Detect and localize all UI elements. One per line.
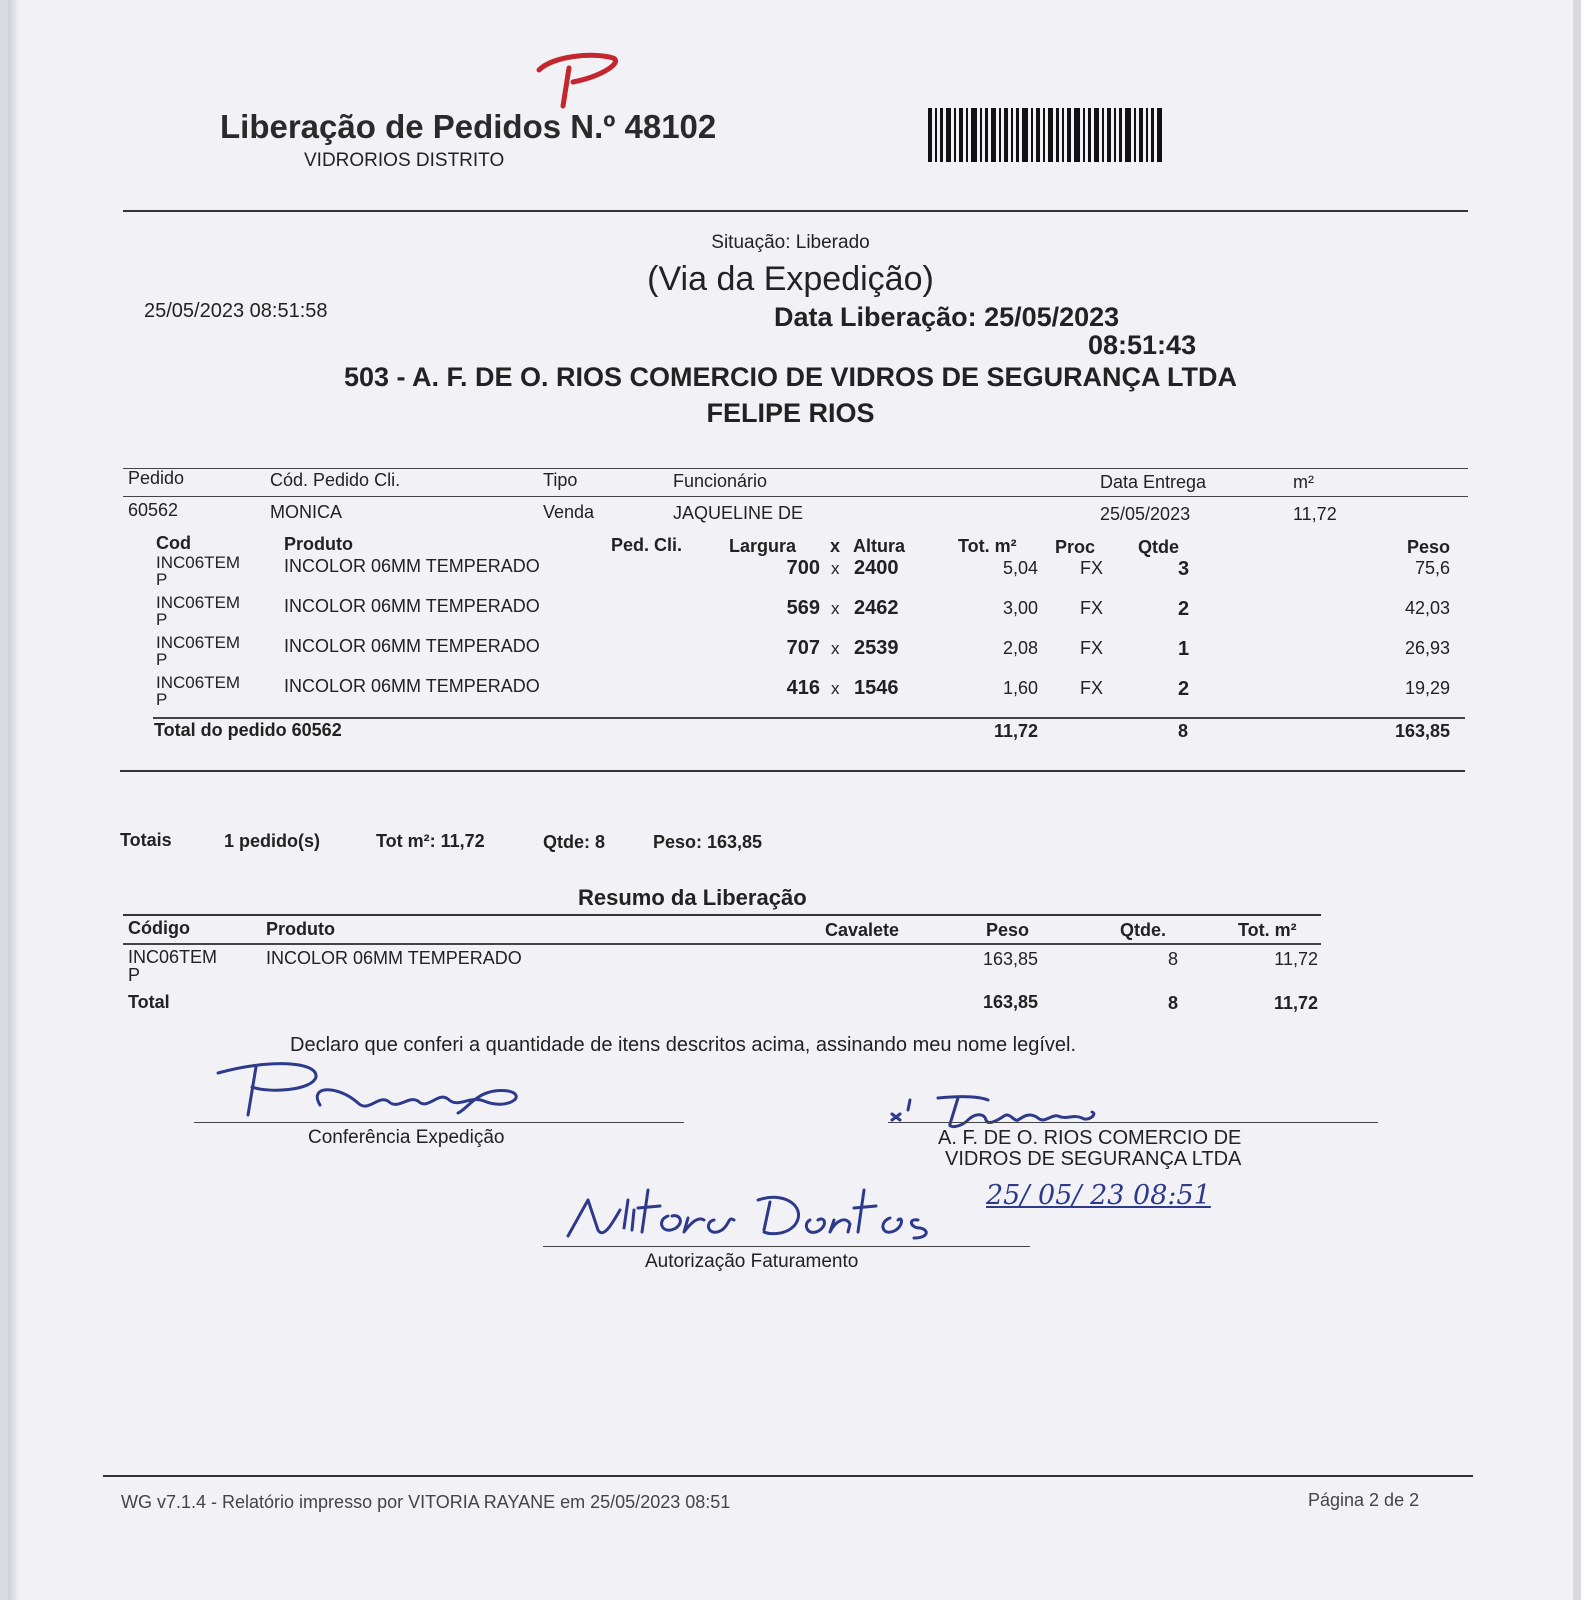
item-produto: INCOLOR 06MM TEMPERADO (284, 676, 540, 696)
items-col-cod: Cod (156, 533, 191, 553)
resumo-col-codigo: Código (128, 918, 190, 938)
col-pedido: Pedido (128, 468, 185, 488)
item-cod-cont: P (156, 690, 168, 709)
totals-pedidos: 1 pedido(s) (224, 831, 321, 851)
signature-conferencia (208, 1055, 548, 1125)
print-datetime: 25/05/2023 08:51:58 (144, 300, 328, 322)
items-col-tot-m2: Tot. m² (958, 536, 1017, 556)
data-liberacao: Data Liberação: 25/05/2023 (774, 302, 1120, 332)
resumo-top-line (123, 914, 1321, 916)
item-qtde: 2 (1178, 598, 1190, 620)
autorizacao-sign-line (543, 1246, 1030, 1247)
item-qtde: 2 (1178, 678, 1190, 700)
client-name: 503 - A. F. DE O. RIOS COMERCIO DE VIDROS DE SEGURANÇA LTDA (343, 362, 1238, 392)
document-title: Liberação de Pedidos N.º 48102 (220, 108, 717, 145)
footer-divider (103, 1475, 1473, 1477)
declaration-text: Declaro que conferi a quantidade de itens descritos acima, assinando meu nome legível. (290, 1034, 1077, 1056)
company-line-1: A. F. DE O. RIOS COMERCIO DE (938, 1127, 1242, 1149)
company-line-2: VIDROS DE SEGURANÇA LTDA (945, 1148, 1242, 1170)
document-subtitle: VIDRORIOS DISTRITO (304, 150, 505, 171)
items-col-largura: Largura (729, 536, 797, 556)
handwritten-date: 25/ 05/ 23 08:51 (986, 1180, 1211, 1211)
resumo-col-qtde: Qtde. (1120, 920, 1167, 940)
order-tipo: Venda (543, 502, 595, 522)
item-tot-m2: 2,08 (1002, 638, 1038, 658)
item-proc: FX (1080, 598, 1104, 618)
items-col-altura: Altura (853, 536, 906, 556)
autorizacao-label: Autorização Faturamento (645, 1251, 859, 1272)
header-divider (123, 210, 1468, 212)
order-total-peso: 163,85 (1394, 721, 1450, 741)
via-label: (Via da Expedição) (647, 260, 934, 298)
col-tipo: Tipo (543, 470, 578, 490)
item-cod: INC06TEM (156, 673, 241, 692)
item-produto: INCOLOR 06MM TEMPERADO (284, 636, 540, 656)
order-cod-cli: MONICA (270, 502, 342, 522)
company-sign-line (888, 1122, 1378, 1123)
footer-left: WG v7.1.4 - Relatório impresso por VITORIA RAYANE em 25/05/2023 08:51 (121, 1492, 731, 1512)
item-cod-cont: P (156, 570, 168, 589)
resumo-tot-m2: 11,72 (1274, 949, 1318, 969)
document-sheet (8, 0, 1573, 1600)
resumo-col-peso: Peso (986, 920, 1030, 940)
item-tot-m2: 3,00 (1002, 598, 1038, 618)
item-altura: 2462 (854, 597, 899, 619)
item-proc: FX (1080, 558, 1104, 578)
item-x: x (831, 559, 840, 578)
items-col-ped-cli: Ped. Cli. (611, 535, 683, 555)
footer-right: Página 2 de 2 (1308, 1490, 1420, 1510)
order-header-line (123, 496, 1468, 497)
items-col-peso: Peso (1406, 537, 1450, 557)
item-cod-cont: P (156, 610, 168, 629)
item-qtde: 3 (1178, 558, 1190, 580)
item-cod: INC06TEM (156, 553, 241, 572)
resumo-title: Resumo da Liberação (578, 885, 807, 910)
order-total-label: Total do pedido 60562 (154, 720, 342, 740)
order-data-entrega: 25/05/2023 (1100, 504, 1191, 524)
signature-fabiano (888, 1090, 1118, 1130)
item-peso: 26,93 (1404, 638, 1450, 658)
resumo-total-peso: 163,85 (982, 992, 1038, 1012)
barcode (928, 108, 1162, 162)
item-largura: 700 (786, 557, 820, 579)
col-m2: m² (1293, 472, 1314, 492)
item-altura: 2539 (854, 637, 899, 659)
resumo-peso: 163,85 (982, 949, 1038, 969)
order-pedido: 60562 (128, 500, 179, 520)
totals-peso: Peso: 163,85 (653, 832, 763, 852)
items-col-qtde: Qtde (1138, 537, 1180, 557)
resumo-produto: INCOLOR 06MM TEMPERADO (266, 948, 522, 968)
item-x: x (831, 639, 840, 658)
resumo-col-produto: Produto (266, 919, 335, 939)
item-qtde: 1 (1178, 638, 1190, 660)
item-produto: INCOLOR 06MM TEMPERADO (284, 556, 540, 576)
item-largura: 416 (786, 677, 820, 699)
item-peso: 19,29 (1404, 678, 1450, 698)
item-altura: 1546 (854, 677, 899, 699)
items-col-proc: Proc (1055, 537, 1096, 557)
resumo-cod: INC06TEM (128, 947, 218, 967)
resumo-header-line (123, 943, 1321, 945)
col-data-entrega: Data Entrega (1100, 472, 1207, 492)
item-proc: FX (1080, 678, 1104, 698)
item-largura: 569 (786, 597, 820, 619)
totals-m2: Tot m²: 11,72 (376, 831, 485, 851)
item-largura: 707 (786, 637, 820, 659)
conferencia-sign-line (194, 1122, 684, 1123)
totals-label: Totais (120, 830, 172, 850)
handwritten-p-mark (533, 48, 633, 110)
resumo-col-tot-m2: Tot. m² (1238, 920, 1297, 940)
col-cod-pedido-cli: Cód. Pedido Cli. (270, 470, 401, 490)
item-cod: INC06TEM (156, 593, 241, 612)
items-bottom-divider (120, 770, 1465, 772)
order-funcionario: JAQUELINE DE (673, 503, 804, 523)
item-altura: 2400 (854, 557, 899, 579)
item-cod: INC06TEM (156, 633, 241, 652)
resumo-qtde: 8 (1167, 949, 1178, 969)
conferencia-label: Conferência Expedição (308, 1127, 505, 1148)
client-contact: FELIPE RIOS (706, 398, 875, 428)
item-proc: FX (1080, 638, 1104, 658)
item-peso: 75,6 (1414, 558, 1450, 578)
item-tot-m2: 1,60 (1002, 678, 1038, 698)
resumo-total-label: Total (128, 992, 170, 1012)
order-total-qtde: 8 (1178, 721, 1189, 741)
item-peso: 42,03 (1404, 598, 1450, 618)
item-x: x (831, 599, 840, 618)
data-liberacao-time: 08:51:43 (1088, 330, 1197, 360)
items-col-x: x (830, 536, 841, 556)
col-funcionario: Funcionário (673, 471, 768, 491)
item-tot-m2: 5,04 (1002, 558, 1038, 578)
item-produto: INCOLOR 06MM TEMPERADO (284, 596, 540, 616)
signature-autorizacao (558, 1180, 978, 1250)
item-cod-cont: P (156, 650, 168, 669)
order-top-line (123, 468, 1468, 469)
status-situacao: Situação: Liberado (711, 232, 870, 253)
resumo-col-cavalete: Cavalete (825, 920, 900, 940)
items-col-produto: Produto (284, 534, 353, 554)
order-total-m2: 11,72 (993, 721, 1038, 741)
resumo-total-m2: 11,72 (1273, 993, 1318, 1013)
resumo-total-qtde: 8 (1167, 993, 1178, 1013)
totals-qtde: Qtde: 8 (543, 832, 606, 852)
items-total-line (153, 717, 1465, 719)
item-x: x (831, 679, 840, 698)
resumo-cod-cont: P (128, 965, 141, 985)
order-m2: 11,72 (1293, 504, 1337, 524)
